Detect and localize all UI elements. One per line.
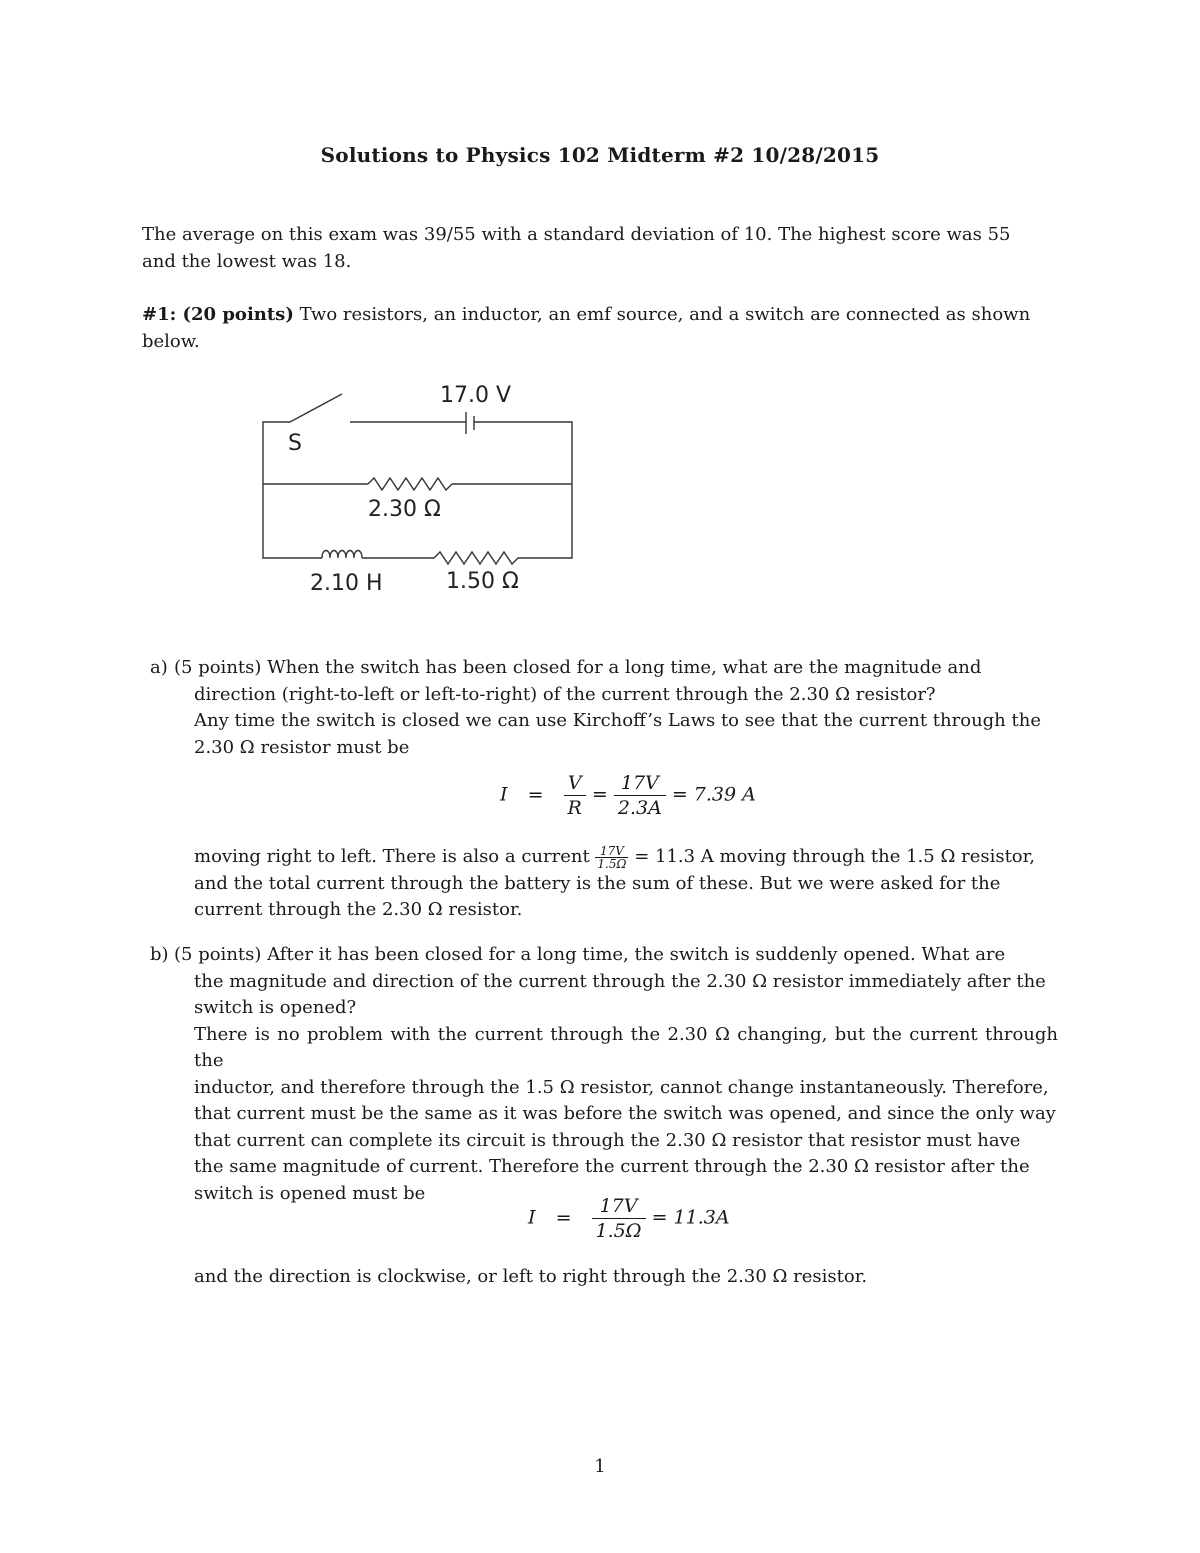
part-a-after-line-3: current through the 2.30 Ω resistor. — [194, 899, 523, 920]
equation-b — [528, 1195, 730, 1242]
problem-1-text: Two resistors, an inductor, an emf source, and a switch are connected as shown — [293, 304, 1031, 325]
equation-b-result: = 11.3A — [651, 1206, 730, 1229]
part-b-answer-line-4: that current can complete its circuit is through the 2.30 Ω resistor that resistor must have — [194, 1129, 1021, 1151]
equation-a-fraction-2-num: 17V — [614, 772, 666, 796]
equation-a-fraction-1 — [564, 772, 586, 819]
page-title: Solutions to Physics 102 Midterm #2 10/28/2015 — [320, 143, 880, 167]
inductor-label: 2.10 H — [310, 571, 383, 596]
part-b-answer-line-3: that current must be the same as it was before the switch was opened, and since the only way — [194, 1103, 1056, 1124]
intro-paragraph — [142, 222, 1058, 275]
part-b-conclusion-line: and the direction is clockwise, or left to right through the 2.30 Ω resistor. — [194, 1266, 868, 1287]
part-a-answer-line-1: Any time the switch is closed we can use Kirchoff’s Laws to see that the current through the — [194, 710, 1041, 731]
equation-a-fraction-1-num: V — [564, 772, 586, 796]
equation-a-lhs: I — [500, 783, 508, 806]
part-b-question-first — [174, 942, 1058, 969]
part-b-conclusion — [150, 1264, 1058, 1291]
part-a-after-line-1-pre: moving right to left. There is also a current — [194, 846, 590, 867]
circuit-diagram — [250, 376, 590, 598]
part-b-label: b) — [150, 944, 169, 965]
intro-line-1: The average on this exam was 39/55 with a standard deviation of 10. The highest score was 55 — [142, 224, 1011, 245]
page-number: 1 — [594, 1456, 606, 1477]
part-b-conclusion-body — [194, 1264, 1058, 1291]
problem-1-line-2: below. — [142, 330, 200, 352]
part-b — [150, 942, 1058, 1207]
equation-a-equals: = — [527, 783, 544, 806]
equation-b-fraction-den: 1.5Ω — [595, 1220, 642, 1242]
resistor-1-50 — [434, 552, 518, 564]
part-a-continuation — [150, 844, 1058, 924]
inductor-coil — [322, 551, 362, 559]
equation-b-equals: = — [555, 1206, 572, 1229]
part-b-body — [194, 969, 1058, 1208]
part-b-answer-line-2: inductor, and therefore through the 1.5 Ω resistor, cannot change instantaneously. Therefore, — [194, 1076, 1049, 1098]
inline-fraction — [595, 845, 628, 870]
part-a-question-first — [174, 655, 1058, 682]
part-b-answer-line-5: the same magnitude of current. Therefore the current through the 2.30 Ω resistor after the — [194, 1156, 1030, 1177]
equation-a-fraction-2-den: 2.3A — [617, 797, 662, 819]
resistor-2-30 — [368, 478, 452, 490]
part-a-after-line-2: and the total current through the battery is the sum of these. But we were asked for the — [194, 872, 1001, 894]
equation-b-lhs: I — [528, 1206, 536, 1229]
problem-1-line-1 — [142, 302, 1058, 329]
part-b-answer-line-1: There is no problem with the current through the 2.30 Ω changing, but the current through the — [194, 1023, 1058, 1071]
resistor-1-label: 2.30 Ω — [368, 497, 441, 522]
part-a-label: a) — [150, 657, 168, 678]
part-a-answer-line-2: 2.30 Ω resistor must be — [194, 736, 410, 758]
problem-1-label: #1: (20 points) — [142, 304, 294, 325]
part-a — [150, 655, 1058, 761]
bottom-left-wire — [263, 484, 322, 558]
battery-label: 17.0 V — [440, 383, 512, 408]
equation-a-result: = 7.39 A — [671, 783, 756, 806]
bottom-right-wire — [518, 484, 572, 558]
equation-a-fraction-1-den: R — [567, 797, 582, 819]
inline-fraction-den: 1.5Ω — [597, 856, 627, 871]
part-a-after-line-1-post: = 11.3 A moving through the 1.5 Ω resistor, — [634, 846, 1035, 867]
part-b-answer-line-6: switch is opened must be — [194, 1182, 426, 1204]
part-a-question-line-2: direction (right-to-left or left-to-right) of the current through the 2.30 Ω resistor? — [194, 683, 936, 705]
resistor-2-label: 1.50 Ω — [446, 569, 519, 594]
part-a-continuation-body — [194, 844, 1058, 924]
part-a-body — [194, 682, 1058, 762]
switch-label: S — [288, 431, 302, 456]
equation-a: I = $\frac{V}{R}$ = $\frac{17V}{2.3A}$ = 7.39 A — [500, 772, 756, 819]
part-b-question-line-2: the magnitude and direction of the current through the 2.30 Ω resistor immediately after the — [194, 970, 1046, 992]
part-a-after-line-1 — [194, 844, 1058, 871]
equation-b-fraction-num: 17V — [592, 1195, 646, 1219]
top-right-wire — [474, 422, 572, 484]
top-left-wire — [263, 422, 290, 484]
problem-1-statement — [142, 302, 1058, 355]
part-a-question-line-1: (5 points) When the switch has been closed for a long time, what are the magnitude and — [174, 657, 982, 678]
equation-a-fraction-2 — [614, 772, 666, 819]
inline-fraction-num: 17V — [595, 845, 628, 858]
part-b-question-line-1: (5 points) After it has been closed for a long time, the switch is suddenly opened. What are — [174, 944, 1006, 965]
equation-b-fraction — [592, 1195, 646, 1242]
intro-line-2: and the lowest was 18. — [142, 250, 352, 272]
part-b-question-line-3: switch is opened? — [194, 997, 357, 1018]
switch-blade — [290, 394, 342, 422]
